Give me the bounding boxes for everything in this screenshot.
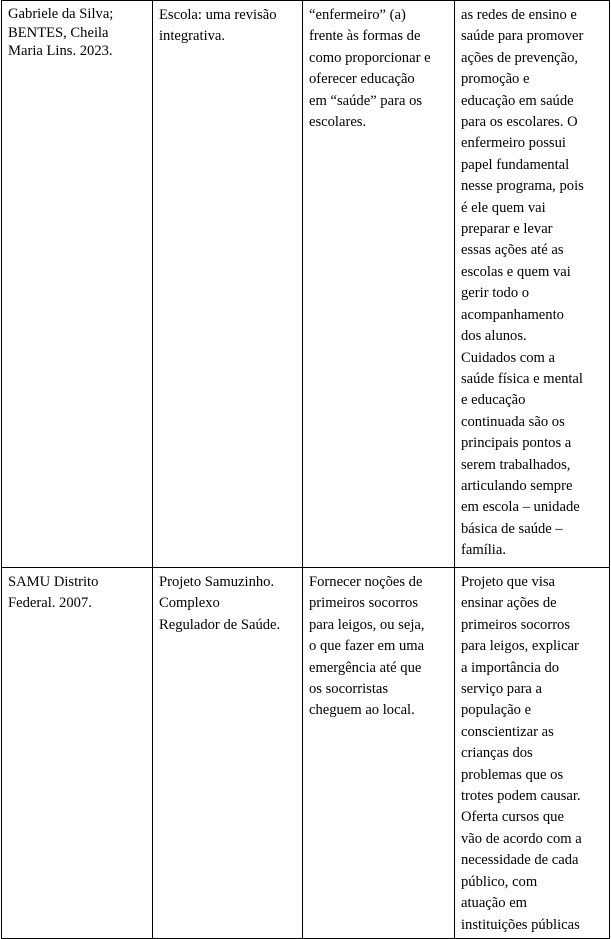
title-text: Projeto Samuzinho. Complexo Regulador de Saúde. — [159, 574, 281, 633]
objective-cell — [303, 1, 455, 568]
title-text: Escola: uma revisão integrativa. — [159, 7, 277, 45]
author-cell — [2, 1, 153, 568]
title-cell — [153, 1, 303, 568]
results-text: Projeto que visa ensinar ações de primeiros socorros para leigos, explicar a importância do serviço para a população e conscientizar as crianças dos problemas que os trotes podem causar. Oferta cursos que vão de acordo com a necessidade de cada público, com atuação em instituições públicas — [461, 574, 582, 933]
title-cell — [153, 568, 303, 939]
author-text: Gabriele da Silva; BENTES, Cheila Maria Lins. 2023. — [8, 6, 114, 60]
author-text: SAMU Distrito Federal. 2007. — [8, 574, 99, 612]
author-cell — [2, 568, 153, 939]
literature-review-table — [1, 0, 610, 939]
table-row — [2, 1, 610, 568]
results-cell — [455, 568, 610, 939]
objective-text: Fornecer noções de primeiros socorros para leigos, ou seja, o que fazer em uma emergência até que os socorristas cheguem ao local. — [309, 574, 425, 719]
results-text: as redes de ensino e saúde para promover ações de prevenção, promoção e educação em saúde para os escolares. O enfermeiro possui papel fundamental nesse programa, pois é ele quem vai preparar e levar essas ações até as escolas e quem vai gerir todo o acompanhamento dos alunos. Cuidados com a saúde física e mental e educação continuada são os principais pontos a serem trabalhados, articulando sempre em escola – unidade básica de saúde – família. — [461, 7, 584, 559]
table-row — [2, 568, 610, 939]
objective-cell — [303, 568, 455, 939]
results-cell — [455, 1, 610, 568]
objective-text: “enfermeiro” (a) frente às formas de como proporcionar e oferecer educação em “saúde” para os escolares. — [309, 7, 431, 131]
